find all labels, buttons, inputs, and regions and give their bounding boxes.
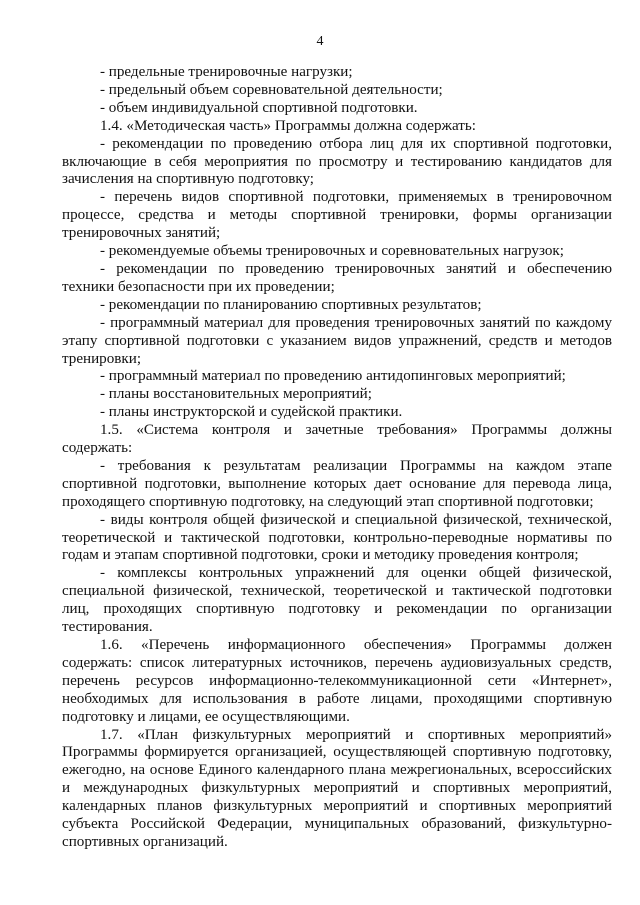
paragraph-11: - программный материал по проведению антидопинговых мероприятий; (100, 368, 566, 385)
paragraph-10: - программный материал для проведения тренировочных занятий по каждому этапу спортивной подготовки с указанием видов упражнений, средств и методов тренировки; (62, 314, 612, 367)
paragraph-6: - перечень видов спортивной подготовки, применяемых в тренировочном процессе, средства и методы спортивной тренировки, формы организации тренировочных занятий; (62, 189, 612, 242)
paragraph-15: - требования к результатам реализации Программы на каждом этапе спортивной подготовки, выполнение которых дает основание для перевода лица, проходящего спортивную подготовку, на следующий этап спортивной подготовки; (62, 457, 612, 510)
section-1-4-heading: 1.4. «Методическая часть» Программы должна содержать: (100, 117, 476, 134)
section-1-6: 1.6. «Перечень информационного обеспечения» Программы должен содержать: список литературных источников, перечень аудиовизуальных средств, перечень ресурсов информационно-телекоммуникационной сети «Интернет», необходимых для использования в работе лицами, проходящими спортивную подготовку и лицами, ее осуществляющими. (62, 637, 612, 725)
document-body (62, 64, 612, 852)
paragraph-3: - объем индивидуальной спортивной подготовки. (100, 99, 418, 116)
paragraph-17: - комплексы контрольных упражнений для оценки общей физической, специальной физической, технической, теоретической и тактической подготовки лиц, проходящих спортивную подготовку и рекомендации по организации тестирования. (62, 565, 612, 636)
paragraph-16: - виды контроля общей физической и специальной физической, технической, теоретической и тактической подготовки, контрольно-переводные нормативы по годам и этапам спортивной подготовки, сроки и методику проведения контроля; (62, 511, 612, 564)
paragraph-12: - планы восстановительных мероприятий; (100, 386, 372, 403)
paragraph-13: - планы инструкторской и судейской практики. (100, 404, 403, 421)
section-1-5-heading: 1.5. «Система контроля и зачетные требования» Программы должны содержать: (62, 422, 612, 457)
section-1-7: 1.7. «План физкультурных мероприятий и спортивных мероприятий» Программы формируется организацией, осуществляющей спортивную подготовку, ежегодно, на основе Единого календарного плана межрегиональных, всероссийских и международных физкультурных мероприятий и спортивных мероприятий, календарных планов физкультурных мероприятий и спортивных мероприятий субъекта Российской Федерации, муниципальных образований, физкультурно-спортивных организаций. (62, 726, 612, 850)
page-number: 4 (316, 34, 324, 49)
paragraph-1: - предельные тренировочные нагрузки; (100, 64, 353, 80)
paragraph-2: - предельный объем соревновательной деятельности; (100, 81, 443, 98)
paragraph-7: - рекомендуемые объемы тренировочных и соревновательных нагрузок; (100, 243, 564, 260)
paragraph-9: - рекомендации по планированию спортивных результатов; (100, 296, 482, 313)
paragraph-5: - рекомендации по проведению отбора лиц для их спортивной подготовки, включающие в себя мероприятия по просмотру и тестированию кандидатов для зачисления на спортивную подготовку; (62, 135, 612, 188)
paragraph-8: - рекомендации по проведению тренировочных занятий и обеспечению техники безопасности при их проведении; (62, 260, 612, 295)
